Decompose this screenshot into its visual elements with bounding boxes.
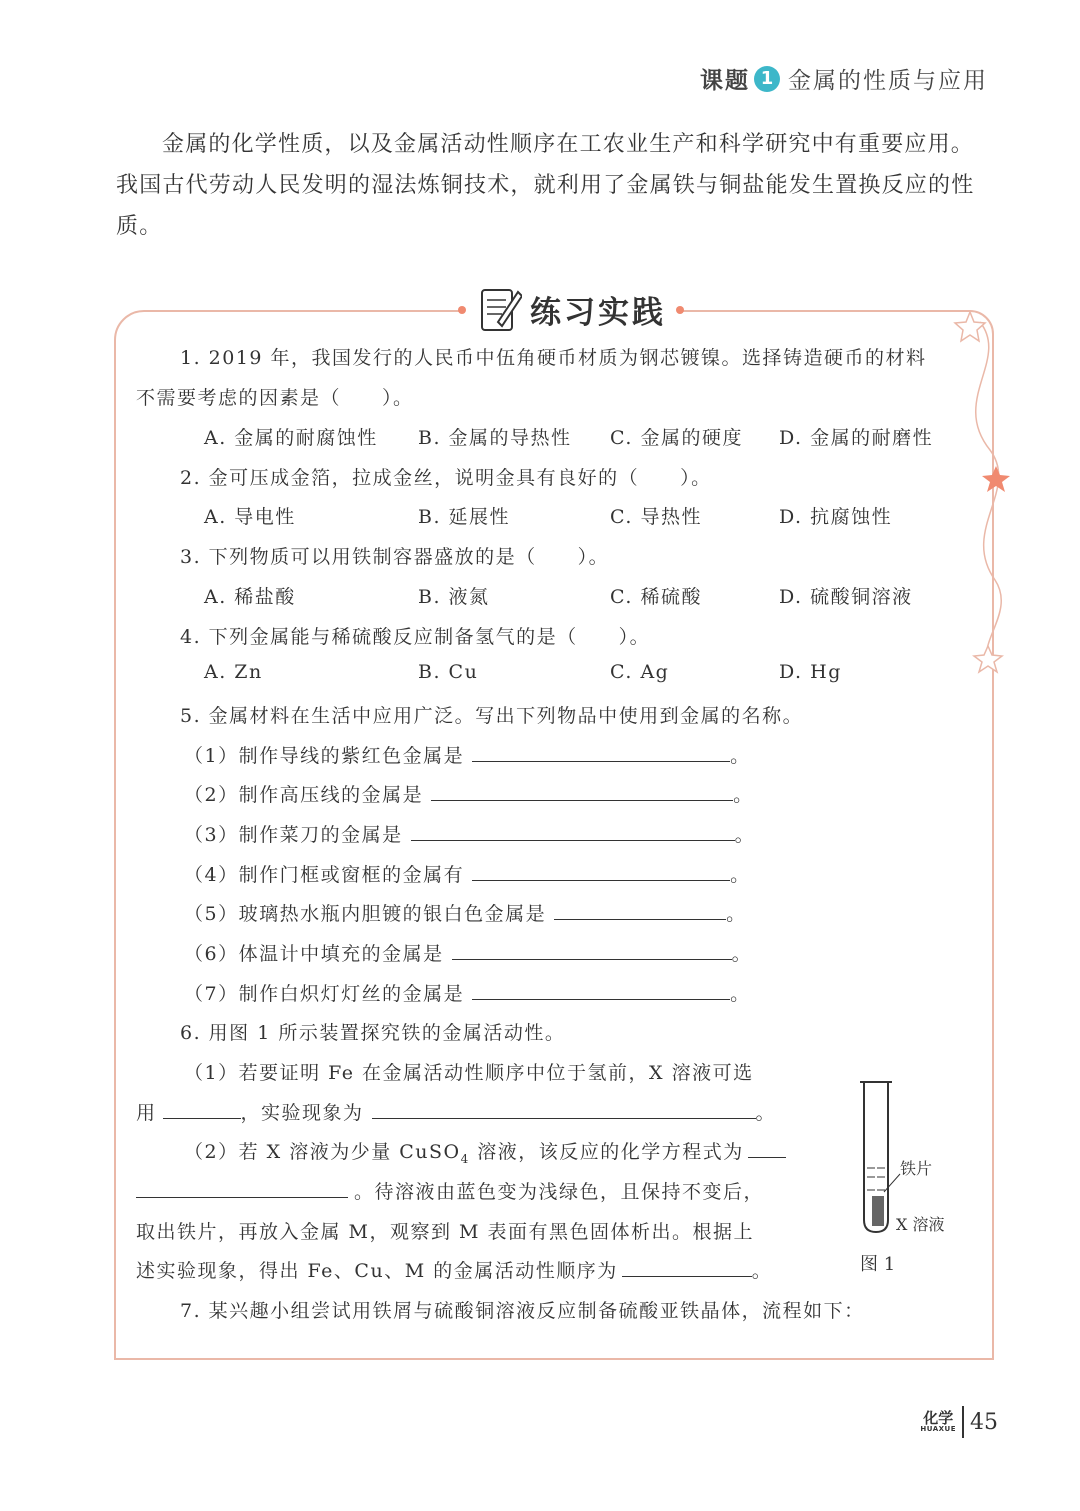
answer-blank[interactable] (472, 862, 730, 881)
q2-option-a: A. 导电性 (204, 506, 296, 528)
q6-2-text-d: 述实验现象，得出 Fe、Cu、M 的金属活动性顺序为 (136, 1260, 618, 1282)
question-6: 6. 用图 1 所示装置探究铁的金属活动性。 (180, 1022, 566, 1044)
footer-divider (962, 1406, 964, 1438)
period: 。 (733, 784, 754, 806)
q5-item-6 (184, 939, 752, 966)
q1-option-a: A. 金属的耐腐蚀性 (204, 427, 378, 449)
answer-blank[interactable] (472, 981, 730, 1000)
question-6-2-line-3: 取出铁片，再放入金属 M，观察到 M 表面有黑色固体析出。根据上 (136, 1221, 755, 1243)
star-outline-icon (974, 646, 1002, 672)
q4-option-b: B. Cu (418, 661, 479, 683)
q4-option-a: A. Zn (204, 661, 263, 683)
q4-option-d: D. Hg (779, 661, 842, 683)
decorative-stars (940, 300, 1020, 690)
question-1-line-2: 不需要考虑的因素是（ ）。 (136, 387, 414, 409)
q5-item-1 (184, 741, 751, 768)
q5-item-4 (184, 860, 751, 887)
figure-caption: 图 1 (860, 1254, 896, 1275)
q1-option-d: D. 金属的耐磨性 (779, 427, 934, 449)
subject-en: HUAXUE (920, 1425, 956, 1433)
practice-title-text: 练习实践 (530, 294, 666, 331)
q6-2-text-a: （2）若 X 溶液为少量 CuSO (184, 1141, 461, 1163)
q3-option-d: D. 硫酸铜溶液 (779, 586, 913, 608)
q2-option-d: D. 抗腐蚀性 (779, 506, 893, 528)
q5-item-3 (184, 820, 755, 847)
q5-item-6-text: （6）体温计中填充的金属是 (184, 943, 444, 965)
answer-blank[interactable] (472, 743, 730, 762)
practice-title (478, 284, 666, 334)
answer-blank[interactable] (163, 1100, 241, 1119)
q5-item-7-text: （7）制作白炽灯灯丝的金属是 (184, 983, 465, 1005)
question-5: 5. 金属材料在生活中应用广泛。写出下列物品中使用到金属的名称。 (180, 705, 804, 727)
star-filled-icon (982, 466, 1010, 492)
q6-1-text-b: ，实验现象为 (240, 1102, 364, 1124)
notepad-pencil-icon (478, 284, 522, 334)
question-6-2-line-1 (184, 1137, 786, 1166)
q2-option-c: C. 导热性 (610, 506, 702, 528)
page-footer (920, 1406, 998, 1438)
question-6-1-line-1: （1）若要证明 Fe 在金属活动性顺序中位于氢前，X 溶液可选 (184, 1062, 754, 1084)
question-3: 3. 下列物质可以用铁制容器盛放的是（ ）。 (180, 546, 610, 568)
period: 。 (730, 745, 751, 767)
question-1-line-1: 1. 2019 年，我国发行的人民币中伍角硬币材质为钢芯镀镍。选择铸造硬币的材料 (180, 347, 927, 369)
period: 。 (734, 824, 756, 846)
subject-logo (920, 1411, 956, 1433)
question-6-1-line-2 (136, 1098, 776, 1125)
question-2: 2. 金可压成金箔，拉成金丝，说明金具有良好的（ ）。 (180, 467, 712, 489)
question-4: 4. 下列金属能与稀硫酸反应制备氢气的是（ ）。 (180, 626, 651, 648)
answer-blank[interactable] (622, 1258, 752, 1277)
page-number: 45 (970, 1409, 998, 1435)
intro-paragraph: 金属的化学性质，以及金属活动性顺序在工农业生产和科学研究中有重要应用。我国古代劳动人民发明的湿法炼铜技术，就利用了金属铁与铜盐能发生置换反应的性质。 (116, 132, 975, 239)
lesson-header (700, 62, 988, 95)
lesson-prefix: 课题 (700, 68, 750, 94)
answer-blank[interactable] (748, 1139, 786, 1158)
star-outline-icon (955, 312, 985, 341)
title-dot-right (676, 306, 684, 314)
q6-1-text-a: 用 (136, 1102, 157, 1124)
q5-item-2-text: （2）制作高压线的金属是 (184, 784, 424, 806)
q5-item-5-text: （5）玻璃热水瓶内胆镀的银白色金属是 (184, 903, 547, 925)
subject-cn: 化学 (923, 1409, 954, 1427)
answer-blank[interactable] (411, 822, 735, 841)
q3-option-a: A. 稀盐酸 (204, 586, 296, 608)
q5-item-1-text: （1）制作导线的紫红色金属是 (184, 745, 465, 767)
q5-item-2 (184, 780, 754, 807)
q6-2-text-b: 溶液，该反应的化学方程式为 (469, 1141, 744, 1163)
q1-option-b: B. 金属的导热性 (418, 427, 572, 449)
question-6-2-line-4 (136, 1256, 772, 1283)
figure-label-solution: X 溶液 (896, 1215, 945, 1234)
lesson-number-badge: 1 (754, 66, 780, 92)
q2-option-b: B. 延展性 (418, 506, 511, 528)
answer-blank[interactable] (372, 1100, 756, 1119)
period: 。 (730, 864, 751, 886)
answer-blank[interactable] (136, 1179, 348, 1198)
lesson-title: 金属的性质与应用 (788, 68, 988, 94)
title-dot-left (458, 306, 466, 314)
answer-blank[interactable] (431, 782, 733, 801)
q1-option-c: C. 金属的硬度 (610, 427, 743, 449)
period: 。 (726, 903, 747, 925)
q6-2-subscript: 4 (460, 1151, 470, 1166)
q5-item-7 (184, 979, 751, 1006)
q4-option-c: C. Ag (610, 661, 670, 683)
period: 。 (755, 1102, 777, 1124)
answer-blank[interactable] (554, 901, 726, 920)
question-6-2-line-2 (136, 1177, 764, 1204)
period: 。 (730, 983, 751, 1005)
q5-item-4-text: （4）制作门框或窗框的金属有 (184, 864, 465, 886)
period: 。 (751, 1260, 773, 1282)
q5-item-3-text: （3）制作菜刀的金属是 (184, 824, 403, 846)
q5-item-5 (184, 899, 747, 926)
figure-1-test-tube (858, 1078, 958, 1278)
q3-option-c: C. 稀硫酸 (610, 586, 702, 608)
period: 。 (731, 943, 753, 965)
question-7: 7. 某兴趣小组尝试用铁屑与硫酸铜溶液反应制备硫酸亚铁晶体，流程如下： (180, 1300, 865, 1322)
answer-blank[interactable] (452, 941, 732, 960)
figure-label-iron: 铁片 (900, 1159, 933, 1178)
q6-2-text-c: 。待溶液由蓝色变为浅绿色，且保持不变后， (354, 1181, 765, 1203)
q3-option-b: B. 液氮 (418, 586, 490, 608)
